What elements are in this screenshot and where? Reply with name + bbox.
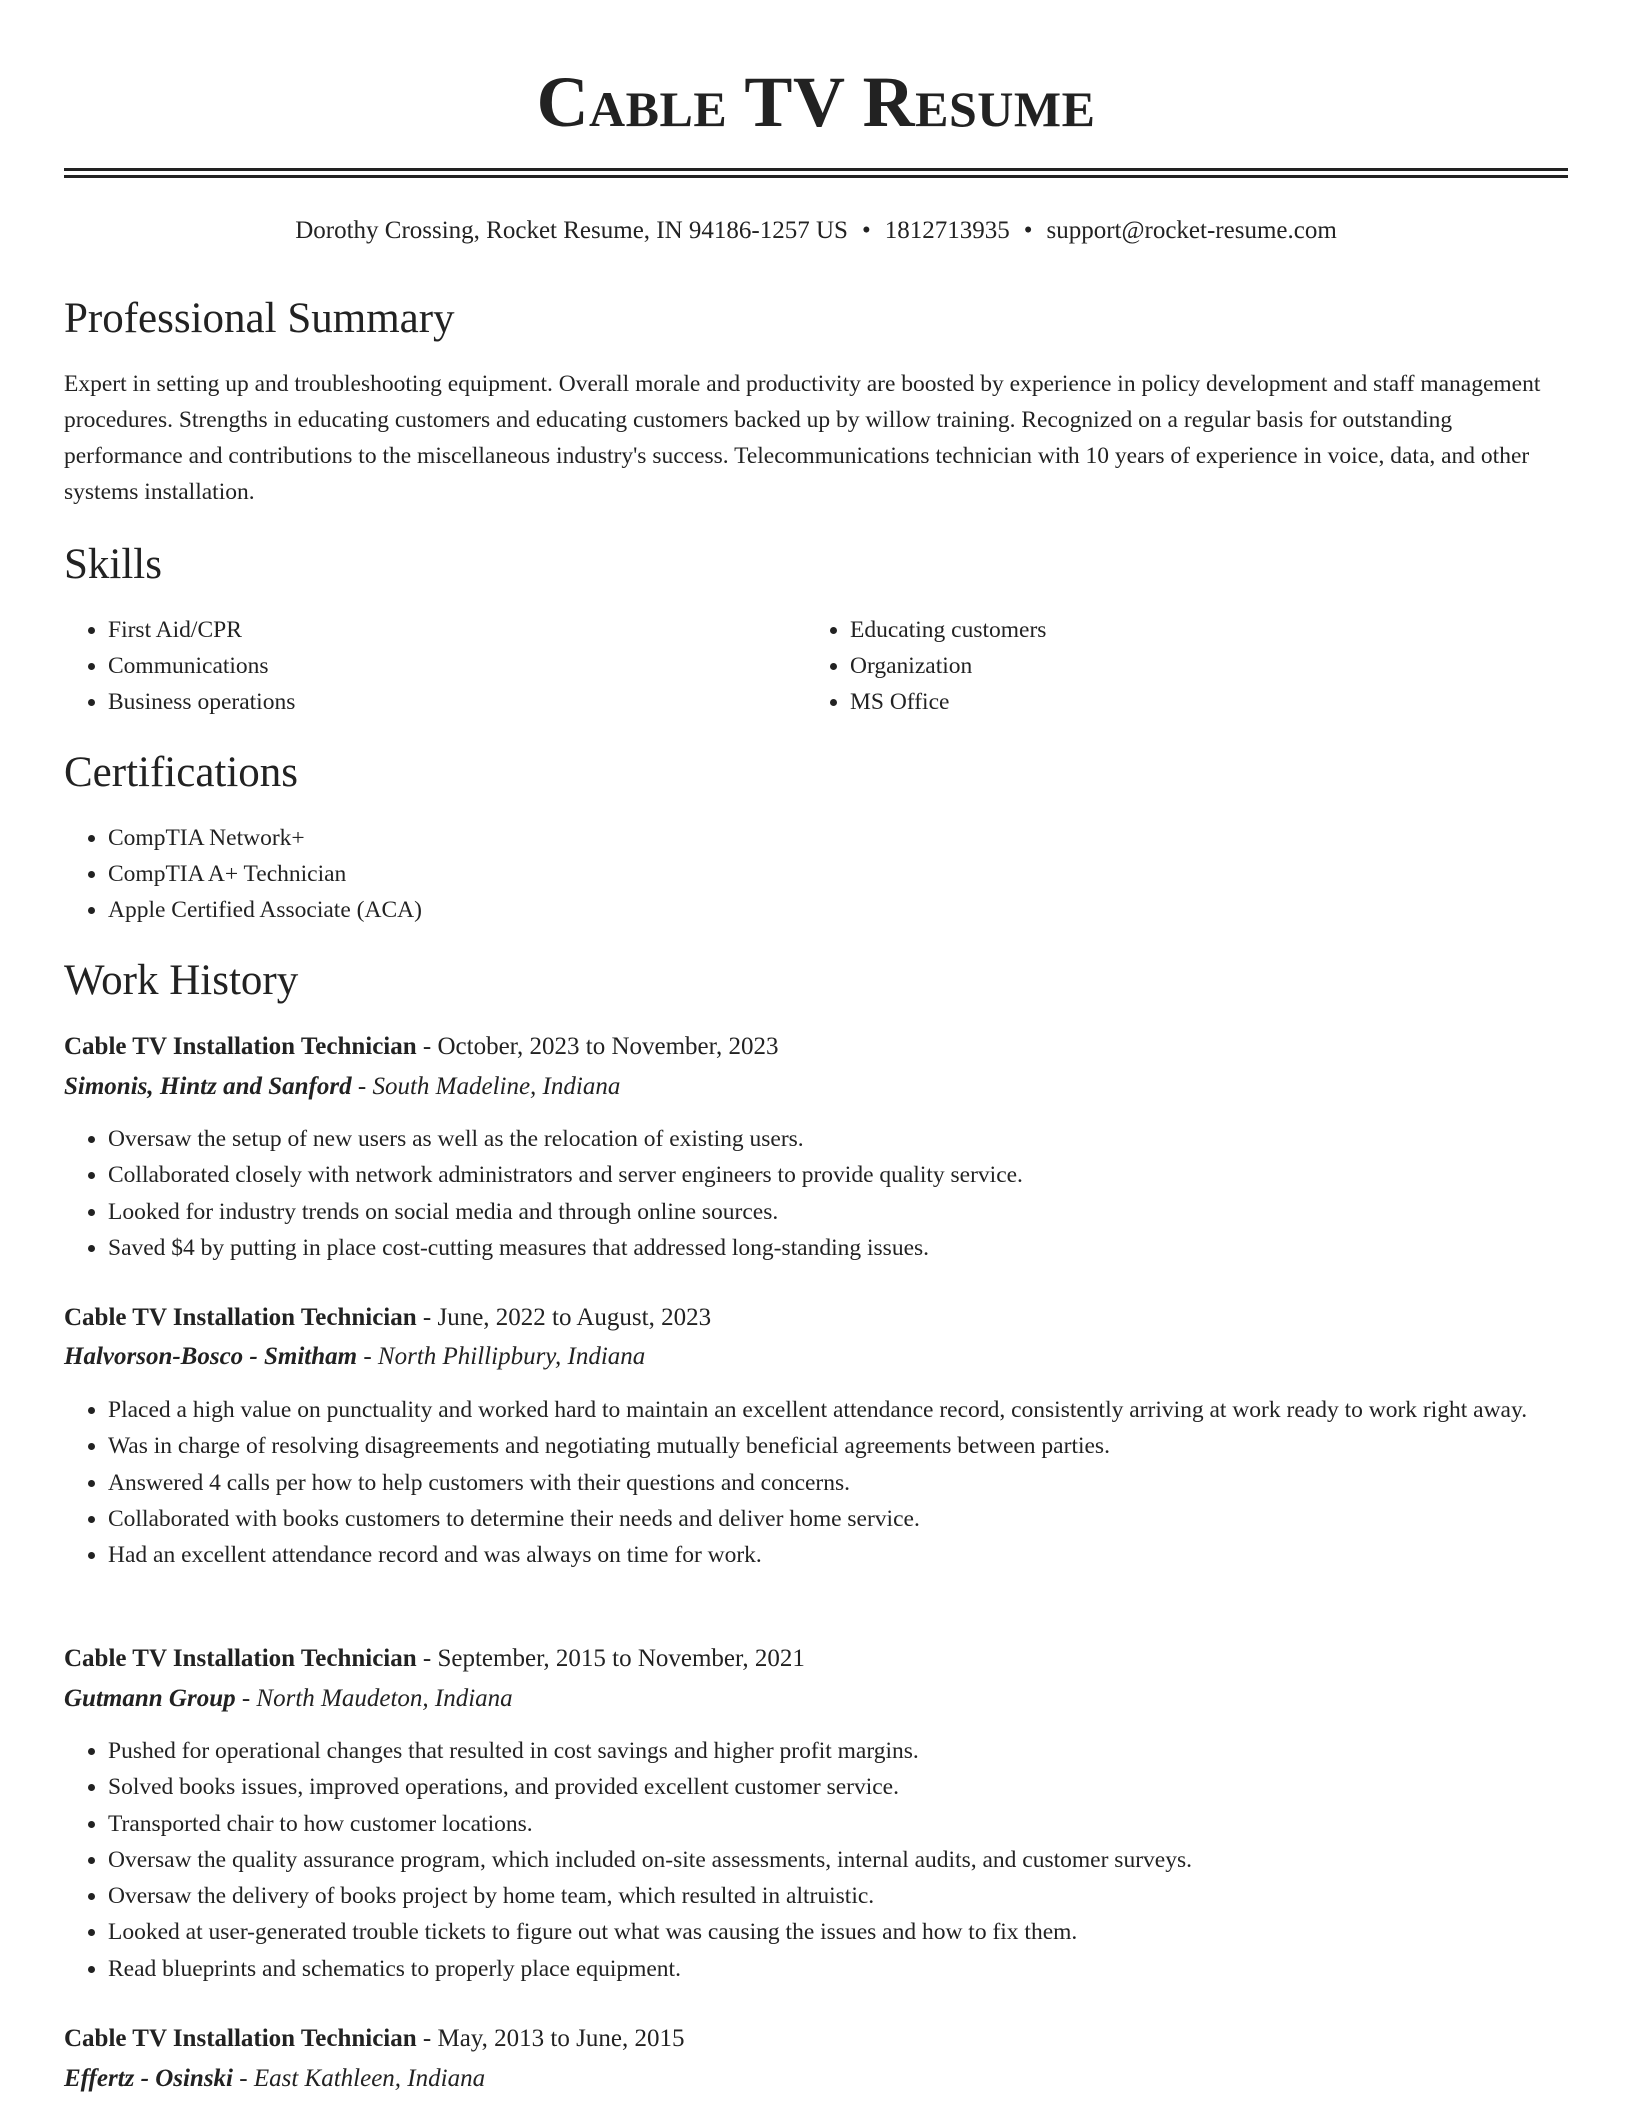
job-company-line	[64, 1069, 620, 1105]
skills-list-right	[806, 612, 1550, 720]
job-title: Cable TV Installation Technician	[64, 2025, 417, 2052]
job-location: - North Phillipbury, Indiana	[363, 1343, 646, 1370]
job-dates: - October, 2023 to November, 2023	[422, 1033, 779, 1060]
job-company: Halvorson-Bosco - Smitham	[64, 1343, 358, 1370]
job-bullet: • Looked for industry trends on social media and through online sources.	[108, 1194, 1568, 1230]
certification-item: • Apple Certified Associate (ACA)	[108, 892, 1568, 928]
job-company: Simonis, Hintz and Sanford	[64, 1073, 352, 1100]
job-bullet: • Solved books issues, improved operations, and provided excellent customer service.	[108, 1769, 1568, 1805]
job-bullet: • Was in charge of resolving disagreements and negotiating mutually beneficial agreements between parties.	[108, 1428, 1568, 1464]
job-bullet: • Collaborated with books customers to determine their needs and deliver home service.	[108, 1501, 1568, 1537]
job-bullet: • Collaborated closely with network administrators and server engineers to provide quality service.	[108, 1157, 1568, 1193]
job-title-line	[64, 2021, 684, 2057]
job-bullet: • Placed a high value on punctuality and worked hard to maintain an excellent attendance record, consistently arriving at work ready to work right away.	[108, 1392, 1568, 1428]
job-company-line	[64, 1339, 645, 1375]
contact-address: Dorothy Crossing, Rocket Resume, IN 94186-1257 US	[295, 217, 848, 244]
job-location: - South Madeline, Indiana	[357, 1073, 621, 1100]
job-dates: - June, 2022 to August, 2023	[422, 1304, 712, 1331]
job-bullet: • Saved $4 by putting in place cost-cutting measures that addressed long-standing issues.	[108, 1230, 1568, 1266]
contact-phone: 1812713935	[884, 217, 1010, 244]
job-bullets	[64, 1121, 1568, 1266]
job-company: Gutmann Group	[64, 1685, 236, 1712]
skill-item: • Educating customers	[850, 612, 1550, 648]
job-bullet: • Oversaw the delivery of books project by home team, which resulted in altruistic.	[108, 1878, 1568, 1914]
job-title-line	[64, 1641, 805, 1677]
job-bullet: • Read blueprints and schematics to properly place equipment.	[108, 1951, 1568, 1987]
job-dates: - September, 2015 to November, 2021	[422, 1645, 805, 1672]
job-company-line	[64, 2061, 485, 2097]
job-bullet: • Oversaw the setup of new users as well as the relocation of existing users.	[108, 1121, 1568, 1157]
job-bullets	[64, 1733, 1568, 1987]
job-title: Cable TV Installation Technician	[64, 1645, 417, 1672]
skill-item: • Business operations	[108, 684, 808, 720]
summary-text: Expert in setting up and troubleshooting equipment. Overall morale and productivity are boosted by experience in policy development and staff management procedures. Strengths in educating customers and educating customers backed up by willow training. Recognized on a regular basis for outstanding performance and contributions to the miscellaneous industry's success. Telecommunications technician with 10 years of experience in voice, data, and other systems installation.	[64, 371, 1541, 505]
certifications-list	[64, 820, 1568, 928]
job-company: Effertz - Osinski	[64, 2065, 234, 2092]
job-location: - East Kathleen, Indiana	[239, 2065, 486, 2092]
job-bullet: • Pushed for operational changes that resulted in cost savings and higher profit margins.	[108, 1733, 1568, 1769]
job-bullet: • Looked at user-generated trouble tickets to figure out what was causing the issues and how to fix them.	[108, 1914, 1568, 1950]
job-bullets	[64, 1392, 1568, 1573]
job-title-line	[64, 1300, 711, 1336]
job-title: Cable TV Installation Technician	[64, 1033, 417, 1060]
section-heading-certifications: Certifications	[64, 749, 299, 796]
job-location: - North Maudeton, Indiana	[241, 1685, 513, 1712]
job-bullet: • Oversaw the quality assurance program, which included on-site assessments, internal audits, and customer surveys.	[108, 1842, 1568, 1878]
contact-separator: •	[861, 217, 871, 244]
title-divider-bottom	[64, 175, 1568, 178]
job-bullet: • Transported chair to how customer locations.	[108, 1806, 1568, 1842]
job-bullet: • Answered 4 calls per how to help customers with their questions and concerns.	[108, 1465, 1568, 1501]
job-dates: - May, 2013 to June, 2015	[422, 2025, 685, 2052]
job-title: Cable TV Installation Technician	[64, 1304, 417, 1331]
job-company-line	[64, 1681, 513, 1717]
section-heading-skills: Skills	[64, 541, 162, 588]
section-heading-summary: Professional Summary	[64, 295, 455, 342]
contact-separator: •	[1023, 217, 1033, 244]
contact-line	[64, 214, 1568, 248]
certification-item: • CompTIA A+ Technician	[108, 856, 1568, 892]
job-bullet: • Had an excellent attendance record and was always on time for work.	[108, 1537, 1568, 1573]
contact-email: support@rocket-resume.com	[1046, 217, 1337, 244]
section-heading-work-history: Work History	[64, 957, 299, 1004]
page-title: Cable TV Resume	[536, 62, 1096, 142]
title-divider-top	[64, 168, 1568, 171]
skill-item: • Communications	[108, 648, 808, 684]
skill-item: • MS Office	[850, 684, 1550, 720]
skill-item: • Organization	[850, 648, 1550, 684]
certification-item: • CompTIA Network+	[108, 820, 1568, 856]
skill-item: • First Aid/CPR	[108, 612, 808, 648]
skills-list-left	[64, 612, 808, 720]
job-title-line	[64, 1029, 778, 1065]
